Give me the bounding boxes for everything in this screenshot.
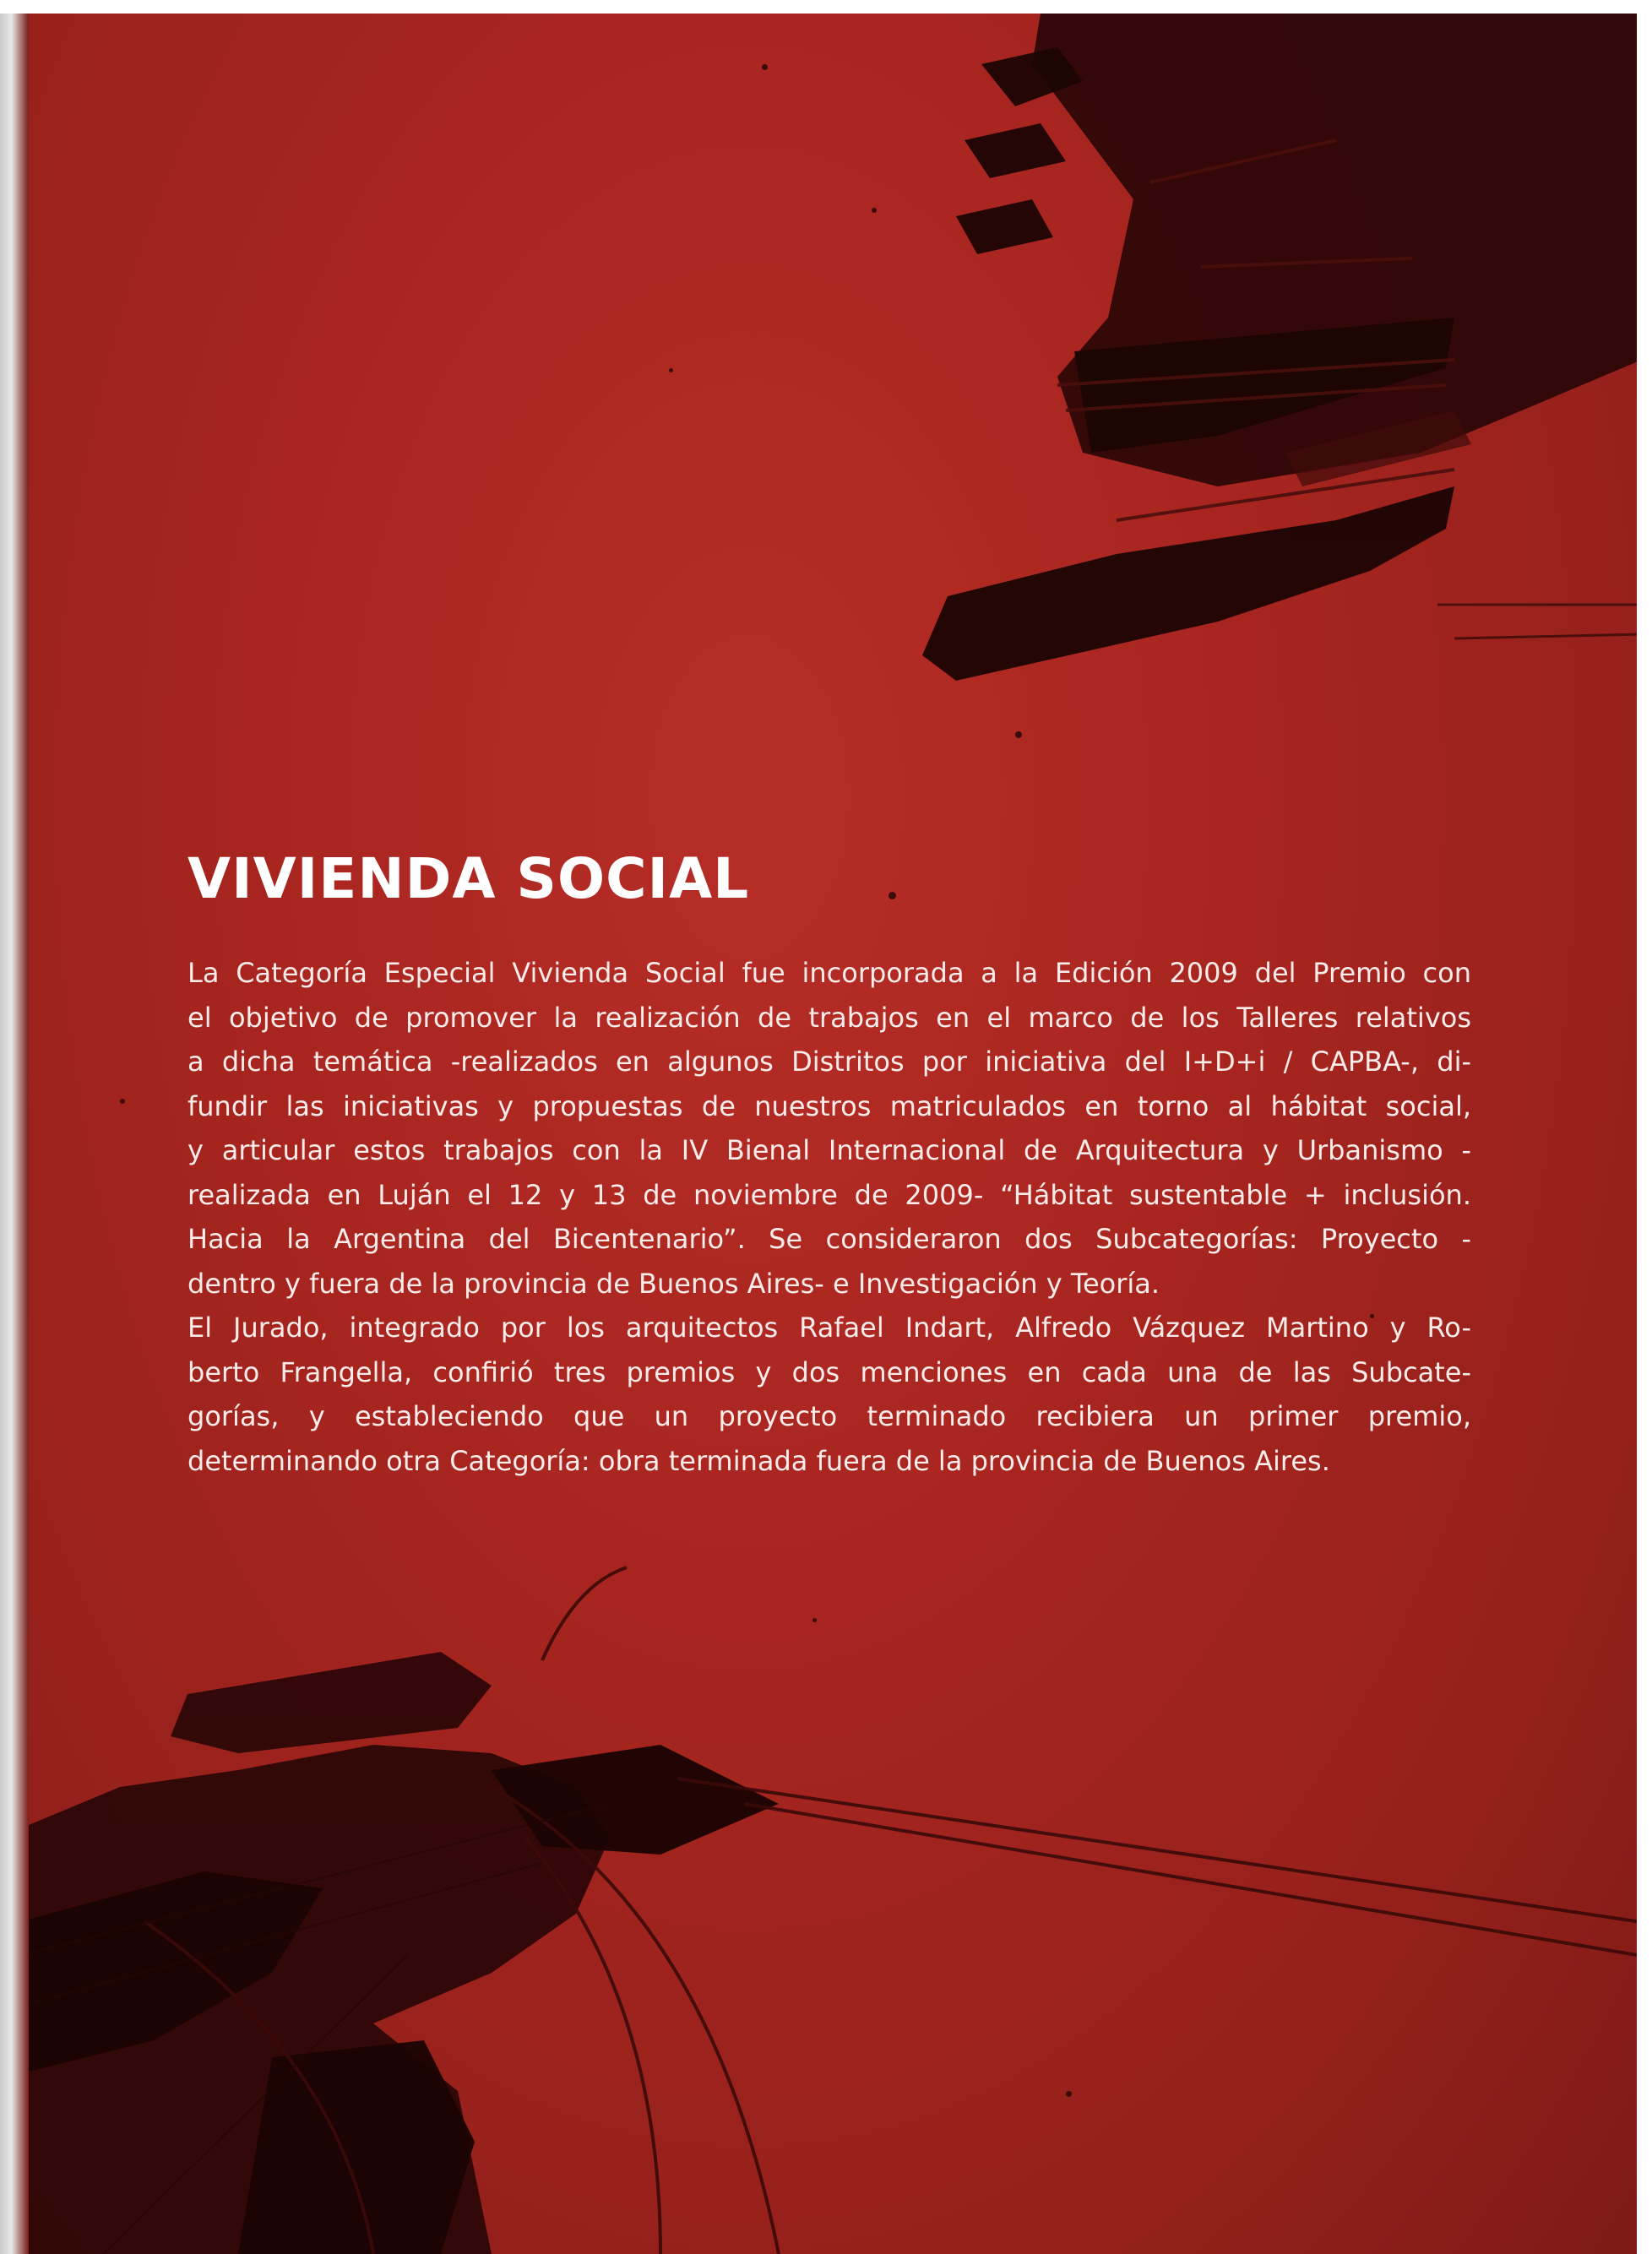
body-line: fundir las iniciativas y propuestas de nuestros matriculados en torno al hábitat social, (187, 1089, 1471, 1122)
dust-speck (812, 1618, 817, 1622)
body-line: berto Frangella, confirió tres premios y dos menciones en cada una de las Subcate- (187, 1355, 1471, 1388)
body-line: El Jurado, integrado por los arquitectos Rafael Indart, Alfredo Vázquez Martino y Ro- (187, 1312, 1471, 1344)
page-title: VIVIENDA SOCIAL (187, 846, 750, 911)
body-line: realizada en Luján el 12 y 13 de noviembre de 2009- “Hábitat sustentable + inclusión. (187, 1178, 1471, 1211)
body-paragraph (187, 951, 1471, 1483)
body-line: gorías, y estableciendo que un proyecto terminado recibiera un primer premio, (187, 1400, 1471, 1432)
dust-speck (120, 1099, 125, 1104)
dust-speck (1066, 2091, 1072, 2097)
scan-spine-shadow (0, 14, 29, 2254)
body-line: Hacia la Argentina del Bicentenario”. Se consideraron dos Subcategorías: Proyecto - (187, 1223, 1471, 1255)
dust-speck (669, 368, 673, 372)
red-page-background (19, 14, 1642, 2254)
dust-speck (888, 892, 896, 899)
body-line: a dicha temática -realizados en algunos Distritos por iniciativa del I+D+i / CAPBA-, di- (187, 1046, 1471, 1078)
dust-speck (872, 208, 877, 213)
body-line: el objetivo de promover la realización de trabajos en el marco de los Talleres relativos (187, 1001, 1471, 1034)
dust-speck (1015, 731, 1022, 738)
body-line: determinando otra Categoría: obra terminada fuera de la provincia de Buenos Aires. (187, 1444, 1330, 1477)
scan-right-edge (1637, 0, 1652, 2254)
body-line: La Categoría Especial Vivienda Social fue incorporada a la Edición 2009 del Premio con (187, 957, 1471, 989)
body-line: dentro y fuera de la provincia de Buenos Aires- e Investigación y Teoría. (187, 1267, 1160, 1300)
body-line: y articular estos trabajos con la IV Bienal Internacional de Arquitectura y Urbanismo - (187, 1134, 1471, 1166)
dust-speck (762, 64, 768, 70)
